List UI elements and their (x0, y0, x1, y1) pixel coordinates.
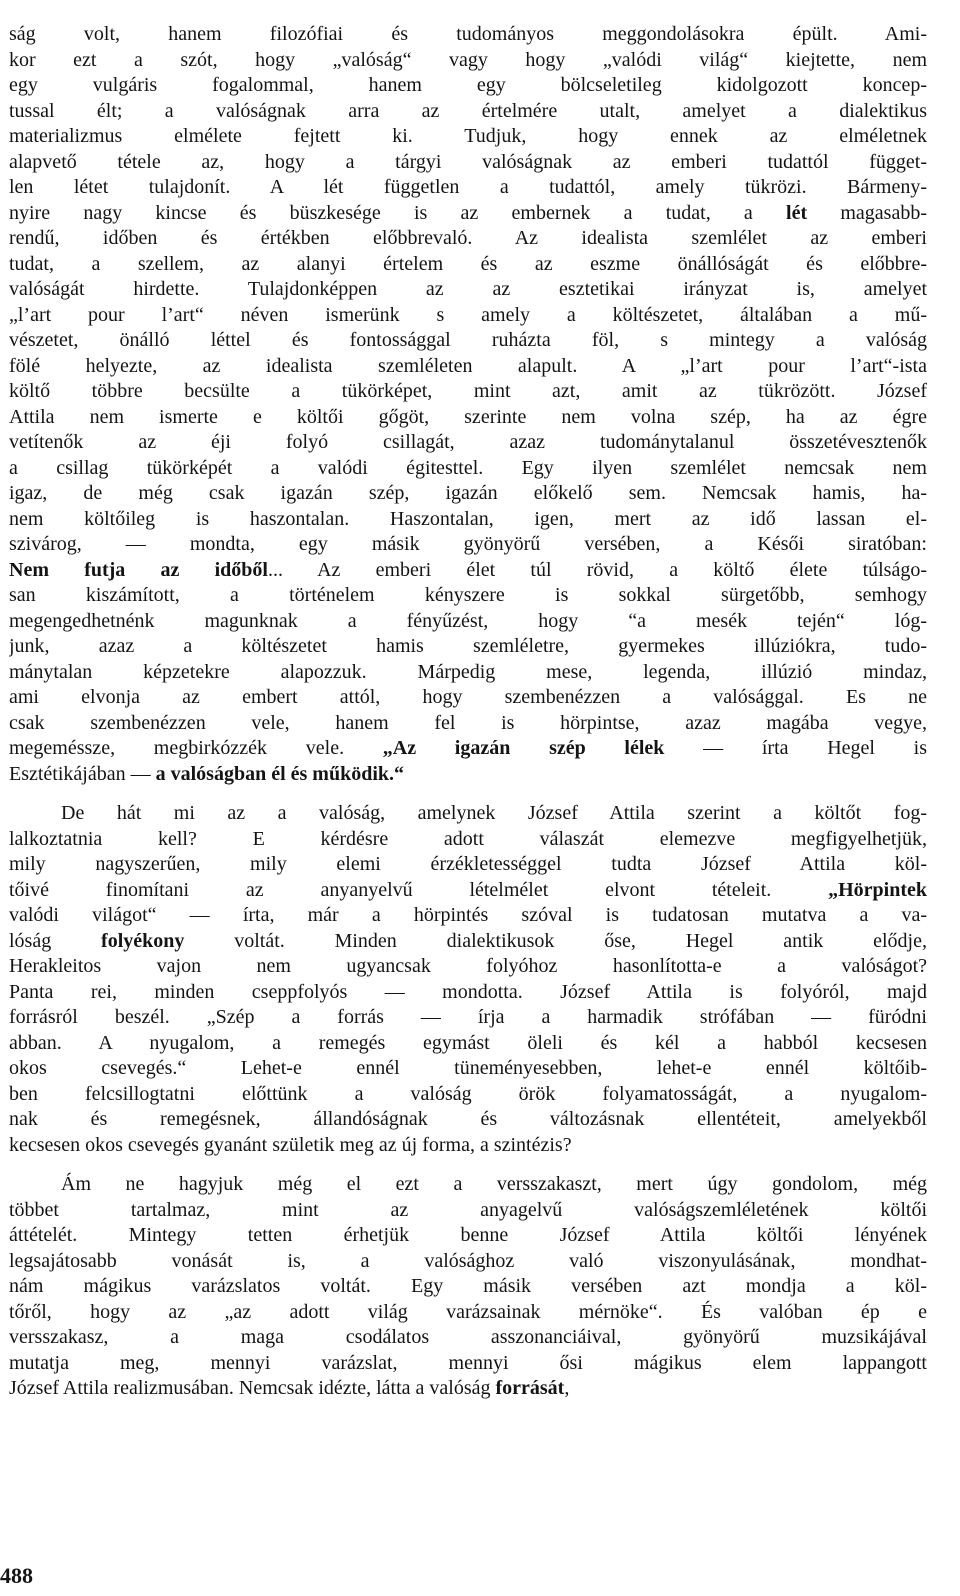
text-segment: vetítenők az éji folyó csillagát, azaz tudománytalanul összetévesztenők (9, 431, 927, 453)
text-segment: Attila nem ismerte e költői gőgöt, szerinte nem volna szép, ha az égre (9, 405, 927, 428)
text-segment: mily nagyszerűen, mily elemi érzékletességgel tudta József Attila köl- (9, 853, 927, 875)
text-line (9, 303, 927, 329)
text-segment: igaz, de még csak igazán szép, igazán előkelő sem. Nemcsak hamis, ha- (9, 482, 927, 504)
text-line (9, 1325, 927, 1351)
text-line (9, 736, 927, 762)
text-line (9, 852, 927, 878)
text-line (9, 558, 927, 584)
text-segment: nem költőileg is haszontalan. Haszontalan, igen, mert az idő lassan el- (9, 507, 927, 530)
text-line (9, 379, 927, 405)
text-line (9, 252, 927, 278)
text-segment: a csillag tükörképét a valódi égitesttel. Egy ilyen szemlélet nemcsak nem (9, 456, 927, 479)
paragraph (9, 1172, 927, 1402)
text-line (9, 1056, 927, 1082)
text-segment: lalkoztatnia kell? E kérdésre adott válaszát elemezve megfigyelhetjük, (9, 827, 927, 850)
text-line (9, 1274, 927, 1300)
text-segment: csak szembenézzen vele, hanem fel is hörpintse, azaz magába vegye, (9, 711, 927, 734)
text-segment: szivárog, — mondta, egy másik gyönyörű versében, a Késői siratóban: (9, 533, 927, 555)
text-line (9, 1082, 927, 1108)
text-line (9, 1351, 927, 1377)
text-line (9, 277, 927, 303)
text-segment: megengedhetnénk magunknak a fényűzést, hogy “a mesék tején“ lóg- (9, 609, 927, 632)
text-line (9, 1133, 927, 1159)
text-segment: tőről, hogy az „az adott világ varázsainak mérnöke“. És valóban ép e (9, 1300, 927, 1323)
text-segment: áttételét. Mintegy tetten érhetjük benne József Attila költői lényének (9, 1224, 927, 1246)
text-line (9, 1005, 927, 1031)
paragraph (9, 801, 927, 1158)
emphasized-text: „Az igazán szép lélek (382, 737, 665, 759)
text-segment: mánytalan képzetekre alapozzuk. Márpedig mese, legenda, illúzió mindaz, (9, 660, 927, 683)
text-segment: voltát. Minden dialektikusok őse, Hegel antik elődje, (184, 929, 927, 952)
text-line (9, 1249, 927, 1275)
text-line (9, 827, 927, 853)
text-segment: versszakasz, a maga csodálatos asszonanciáival, gyönyörű muzsikájával (9, 1326, 927, 1348)
text-line (9, 150, 927, 176)
text-line (9, 201, 927, 227)
text-line (9, 226, 927, 252)
text-segment: nám mágikus varázslatos voltát. Egy másik versében azt mondja a köl- (9, 1275, 927, 1297)
text-segment: forrásról beszél. „Szép a forrás — írja a harmadik strófában — füródni (9, 1006, 927, 1028)
text-segment: abban. A nyugalom, a remegés egymást öleli és kél a habból kecsesen (9, 1031, 927, 1054)
text-segment: többet tartalmaz, mint az anyagelvű valóságszemléletének költői (9, 1198, 927, 1221)
page-body (9, 22, 927, 1402)
text-segment: nak és remegésnek, állandóságnak és változásnak ellentéteit, amelyekből (9, 1108, 927, 1130)
text-line (9, 711, 927, 737)
text-line (9, 456, 927, 482)
text-line (9, 685, 927, 711)
text-segment: megeméssze, megbirkózzék vele. (9, 737, 383, 759)
text-line (9, 660, 927, 686)
page-number: 488 (0, 1563, 33, 1588)
text-segment: kor ezt a szót, hogy „valóság“ vagy hogy „valódi világ“ kiejtette, nem (9, 48, 927, 71)
text-segment: magasabb- (807, 201, 927, 224)
text-line (9, 1172, 927, 1198)
emphasized-text: „Hörpintek (828, 878, 927, 901)
text-segment: materializmus elmélete fejtett ki. Tudjuk, hogy ennek az elméletnek (9, 125, 927, 147)
text-segment: mutatja meg, mennyi varázslat, mennyi ősi mágikus elem lappangott (9, 1351, 927, 1374)
text-segment: kecsesen okos csevegés gyanánt születik meg az új forma, a szintézis? (9, 1133, 572, 1156)
text-line (9, 1031, 927, 1057)
text-segment: junk, azaz a költészetet hamis szemléletre, gyermekes illúziókra, tudo- (9, 635, 927, 657)
text-line (9, 73, 927, 99)
text-segment: ben felcsillogtatni előttünk a valóság örök folyamatosságát, a nyugalom- (9, 1082, 927, 1105)
text-segment: san kiszámított, a történelem kényszere is sokkal sürgetőbb, semhogy (9, 584, 927, 606)
text-line (9, 634, 927, 660)
text-line (9, 929, 927, 955)
text-line (9, 609, 927, 635)
text-line (9, 954, 927, 980)
text-segment: nyire nagy kincse és büszkesége is az embernek a tudat, a (9, 201, 787, 224)
text-segment: költő többre becsülte a tükörképet, mint azt, amit az tükrözött. József (9, 380, 927, 402)
text-segment: De hát mi az a valóság, amelynek József Attila szerint a költőt fog- (61, 802, 927, 824)
text-segment: valódi világot“ — írta, már a hörpintés szóval is tudatosan mutatva a va- (9, 904, 927, 926)
paragraph (9, 22, 927, 787)
text-line (9, 175, 927, 201)
text-segment: lóság (9, 929, 102, 952)
text-line (9, 1376, 927, 1402)
text-segment: Esztétikájában — (9, 762, 156, 785)
text-segment: okos csevegés.“ Lehet-e ennél tüneményesebben, lehet-e ennél költőib- (9, 1057, 927, 1079)
emphasized-text: folyékony (101, 929, 185, 952)
text-segment: tőivé finomítani az anyanyelvű lételmélet elvont tételeit. (9, 878, 829, 901)
text-line (9, 124, 927, 150)
text-line (9, 99, 927, 125)
text-segment: , (564, 1377, 570, 1399)
text-segment: Panta rei, minden cseppfolyós — mondotta. József Attila is folyóról, majd (9, 980, 927, 1003)
text-line (9, 328, 927, 354)
text-line (9, 1300, 927, 1326)
text-segment: József Attila realizmusában. Nemcsak idézte, látta a valóság (9, 1377, 496, 1399)
text-segment: legsajátosabb vonását is, a valósághoz való viszonyulásának, mondhat- (9, 1249, 927, 1272)
text-line (9, 801, 927, 827)
text-segment: rendű, időben és értékben előbbrevaló. Az idealista szemlélet az emberi (9, 227, 927, 249)
text-segment: „l’art pour l’art“ néven ismerünk s amely a költészetet, általában a mű- (9, 303, 927, 326)
text-line (9, 430, 927, 456)
text-line (9, 762, 927, 788)
text-segment: alapvető tétele az, hogy a tárgyi valóságnak az emberi tudattól függet- (9, 150, 927, 173)
text-segment: tudat, a szellem, az alanyi értelem és az eszme önállóságát és előbbre- (9, 252, 927, 275)
text-line (9, 1223, 927, 1249)
emphasized-text: Nem futja az időből (9, 558, 268, 581)
text-segment: vészetet, önálló léttel és fontossággal ruházta föl, s mintegy a valóság (9, 329, 927, 351)
text-line (9, 583, 927, 609)
text-line (9, 1107, 927, 1133)
emphasized-text: a valóságban él és működik.“ (155, 762, 405, 785)
text-line (9, 354, 927, 380)
text-segment: ... Az emberi élet túl rövid, a költő élete túlságo- (267, 558, 927, 581)
text-line (9, 532, 927, 558)
text-segment: Herakleitos vajon nem ugyancsak folyóhoz hasonlította-e a valóságot? (9, 955, 927, 977)
text-line (9, 878, 927, 904)
text-segment: valóságát hirdette. Tulajdonképpen az az esztetikai irányzat is, amelyet (9, 278, 927, 300)
text-line (9, 903, 927, 929)
text-segment: Ám ne hagyjuk még el ezt a versszakaszt, mert úgy gondolom, még (61, 1173, 927, 1195)
text-segment: egy vulgáris fogalommal, hanem egy bölcseletileg kidolgozott koncep- (9, 74, 927, 96)
text-line (9, 1198, 927, 1224)
text-segment: ami elvonja az embert attól, hogy szembenézzen a valósággal. Es ne (9, 686, 927, 708)
text-segment: ság volt, hanem filozófiai és tudományos meggondolásokra épült. Ami- (9, 23, 927, 45)
text-line (9, 48, 927, 74)
emphasized-text: lét (786, 201, 808, 224)
text-segment: tussal élt; a valóságnak arra az értelmére utalt, amelyet a dialektikus (9, 99, 927, 122)
text-line (9, 481, 927, 507)
text-line (9, 507, 927, 533)
emphasized-text: forrását (495, 1377, 565, 1399)
text-segment: len létet tulajdonít. A lét független a tudattól, amely tükrözi. Bármeny- (9, 176, 927, 198)
text-segment: — írta Hegel is (664, 737, 927, 759)
text-line (9, 980, 927, 1006)
text-line (9, 22, 927, 48)
text-segment: fölé helyezte, az idealista szemléleten alapult. A „l’art pour l’art“-ista (9, 354, 927, 377)
text-line (9, 405, 927, 431)
